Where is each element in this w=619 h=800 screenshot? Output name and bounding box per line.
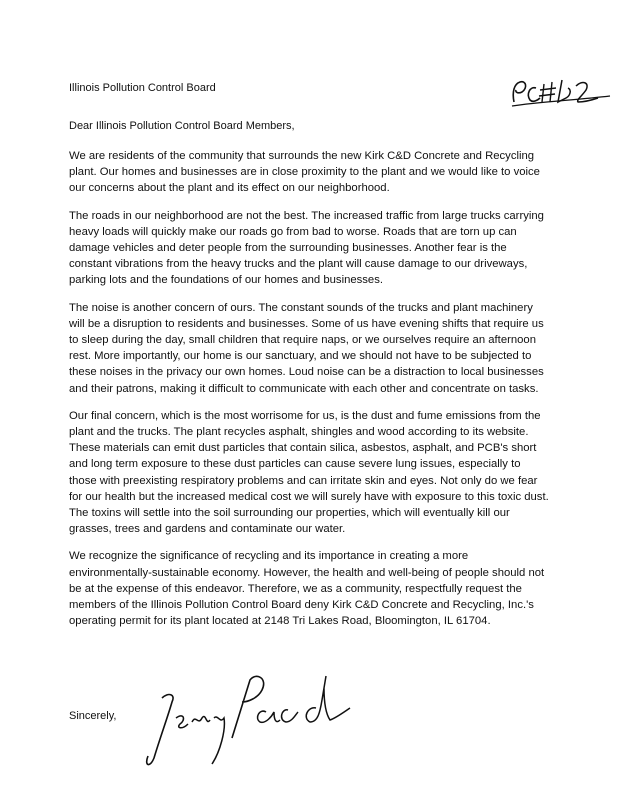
handwritten-stamp [506,72,616,112]
addressee: Illinois Pollution Control Board [69,82,216,94]
handwritten-signature [140,668,365,778]
paragraph-5: We recognize the significance of recycling and its importance in creating a more environmentally-sustainable economy. However, the health and well-being of people should not be at the expense of this endeavor. Therefore, we as a community, respectfully request the members of the Illinois Pollution Control Board deny Kirk C&D Concrete and Recycling, Inc.'s operating permit for its plant located at 2148 Tri Lakes Road, Bloomington, IL 61704. [69,550,545,628]
letter-body [69,148,551,640]
paragraph-2: The roads in our neighborhood are not the best. The increased traffic from large trucks carrying heavy loads will quickly make our roads go from bad to worse. Roads that are torn up can damage vehicles and deter people from the surrounding businesses. Another fear is the constant vibrations from the heavy trucks and the plant will cause damage to our driveways, parking lots and the foundations of our homes and businesses. [69,209,544,287]
paragraph-1: We are residents of the community that surrounds the new Kirk C&D Concrete and Recycling plant. Our homes and businesses are in close proximity to the plant and we would like to voice our concerns about the plant and its effect on our neighborhood. [69,150,540,195]
paragraph-4: Our final concern, which is the most worrisome for us, is the dust and fume emissions from the plant and the trucks. The plant recycles asphalt, shingles and wood according to its website. These materials can emit dust particles that contain silica, asbestos, asphalt, and PCB's short and long term exposure to these dust particles can cause severe lung issues, especially to those with preexisting respiratory problems and can irritate skin and eyes. Not only do we fear for our health but the increased medical cost we will surely have with exposure to this toxic dust. The toxins will settle into the soil surrounding our properties, which will eventually kill our grasses, trees and gardens and contaminate our water. [69,409,549,536]
salutation: Dear Illinois Pollution Control Board Members, [69,120,295,132]
paragraph-3: The noise is another concern of ours. The constant sounds of the trucks and plant machinery will be a disruption to residents and businesses. Some of us have evening shifts that require us to sleep during the day, small children that require naps, or we ourselves require an afternoon rest. More importantly, our home is our sanctuary, and we should not have to be subjected to these noises in the privacy our own homes. Loud noise can be a distraction to local businesses and their patrons, making it difficult to communicate with each other and concentrate on tasks. [69,301,544,395]
closing: Sincerely, [69,710,117,722]
